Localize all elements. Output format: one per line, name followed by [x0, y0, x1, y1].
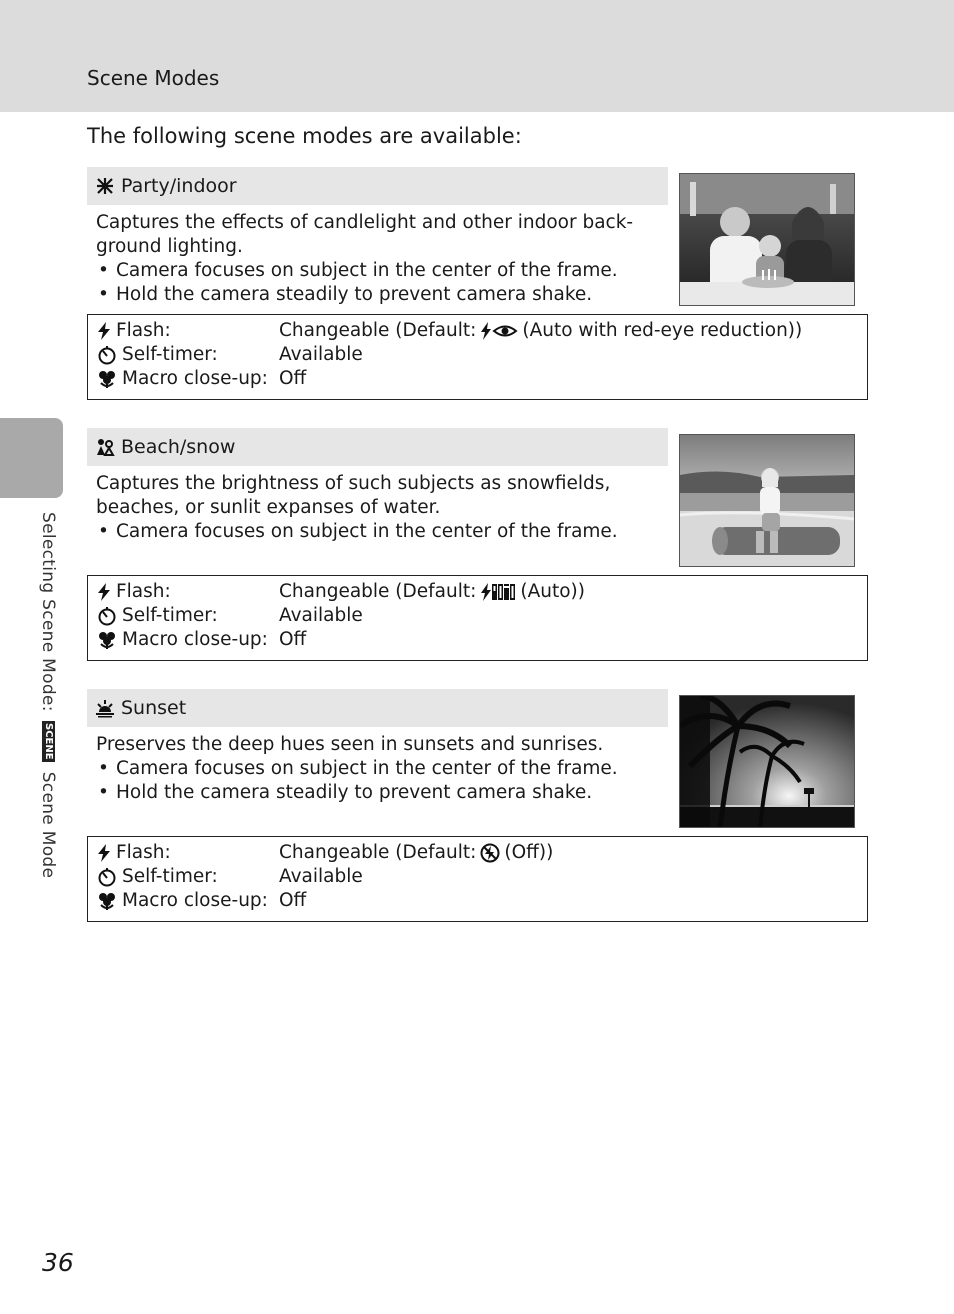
chapter-label: [38, 512, 58, 878]
self-timer-setting-row: [88, 604, 867, 628]
beach-snow-icon: [95, 437, 115, 457]
section-title: Party/indoor: [121, 175, 237, 197]
macro-setting-row: [88, 628, 867, 652]
macro-value: Off: [279, 368, 307, 389]
page-number: 36: [42, 1248, 74, 1277]
self-timer-icon: [97, 606, 117, 626]
flash-icon: [97, 844, 111, 862]
flash-label: Flash:: [116, 581, 171, 602]
macro-setting-row: [88, 889, 867, 913]
settings-box: [87, 575, 868, 661]
description-text: Preserves the deep hues seen in sunsets and sunrises.: [96, 734, 604, 755]
section-heading: [87, 167, 668, 205]
self-timer-label: Self-timer:: [122, 866, 218, 887]
flash-setting-row: [88, 841, 867, 865]
scene-mode-glyph: SCENE: [43, 723, 54, 760]
bullet-item: • Camera focuses on subject in the center of the frame.: [96, 520, 656, 544]
flash-setting-row: [88, 580, 867, 604]
flash-value-suffix: (Auto)): [520, 581, 585, 602]
macro-icon: [97, 369, 117, 389]
section-heading: [87, 689, 668, 727]
flash-value-suffix: (Off)): [504, 842, 554, 863]
section-title: Sunset: [121, 697, 187, 719]
flash-red-eye-icon: [480, 322, 518, 340]
flash-value-prefix: Changeable (Default:: [279, 581, 477, 602]
bullet-item: • Camera focuses on subject in the center of the frame.: [96, 259, 656, 283]
self-timer-value: Available: [279, 605, 363, 626]
self-timer-icon: [97, 345, 117, 365]
flash-label: Flash:: [116, 320, 171, 341]
flash-label: Flash:: [116, 842, 171, 863]
macro-value: Off: [279, 629, 307, 650]
flash-icon: [97, 583, 111, 601]
flash-value-prefix: Changeable (Default:: [279, 320, 477, 341]
macro-icon: [97, 891, 117, 911]
chapter-label-after: Scene Mode: [38, 766, 58, 879]
header-title: Scene Modes: [87, 66, 220, 90]
girl-on-beach-photo: [679, 434, 855, 567]
flash-off-icon: [480, 843, 500, 863]
self-timer-setting-row: [88, 343, 867, 367]
self-timer-value: Available: [279, 344, 363, 365]
chapter-tab: [0, 418, 63, 498]
sunset-icon: [95, 698, 115, 718]
chapter-label-before: Selecting Scene Mode:: [38, 512, 58, 718]
self-timer-label: Self-timer:: [122, 605, 218, 626]
self-timer-icon: [97, 867, 117, 887]
flash-icon: [97, 322, 111, 340]
flash-auto-icon: [480, 583, 516, 601]
macro-setting-row: [88, 367, 867, 391]
palm-sunset-photo: [679, 695, 855, 828]
self-timer-label: Self-timer:: [122, 344, 218, 365]
party-icon: [95, 176, 115, 196]
flash-setting-row: [88, 319, 867, 343]
section-heading: [87, 428, 668, 466]
section-description: [96, 733, 656, 805]
description-text: Captures the effects of candlelight and other indoor back-ground lighting.: [96, 212, 634, 257]
macro-icon: [97, 630, 117, 650]
settings-box: [87, 836, 868, 922]
self-timer-value: Available: [279, 866, 363, 887]
bullet-item: • Hold the camera steadily to prevent camera shake.: [96, 283, 656, 307]
macro-label: Macro close-up:: [122, 368, 268, 389]
flash-value-suffix: (Auto with red-eye reduction)): [522, 320, 803, 341]
macro-label: Macro close-up:: [122, 629, 268, 650]
bullet-item: • Hold the camera steadily to prevent camera shake.: [96, 781, 656, 805]
page-header: [0, 0, 954, 112]
section-description: [96, 211, 656, 307]
flash-value-prefix: Changeable (Default:: [279, 842, 477, 863]
self-timer-setting-row: [88, 865, 867, 889]
description-text: Captures the brightness of such subjects as snowfields, beaches, or sunlit expanses of water.: [96, 473, 611, 518]
settings-box: [87, 314, 868, 400]
section-title: Beach/snow: [121, 436, 236, 458]
family-dinner-photo: [679, 173, 855, 306]
macro-value: Off: [279, 890, 307, 911]
intro-text: The following scene modes are available:: [87, 124, 522, 148]
section-description: [96, 472, 656, 544]
bullet-item: • Camera focuses on subject in the center of the frame.: [96, 757, 656, 781]
macro-label: Macro close-up:: [122, 890, 268, 911]
